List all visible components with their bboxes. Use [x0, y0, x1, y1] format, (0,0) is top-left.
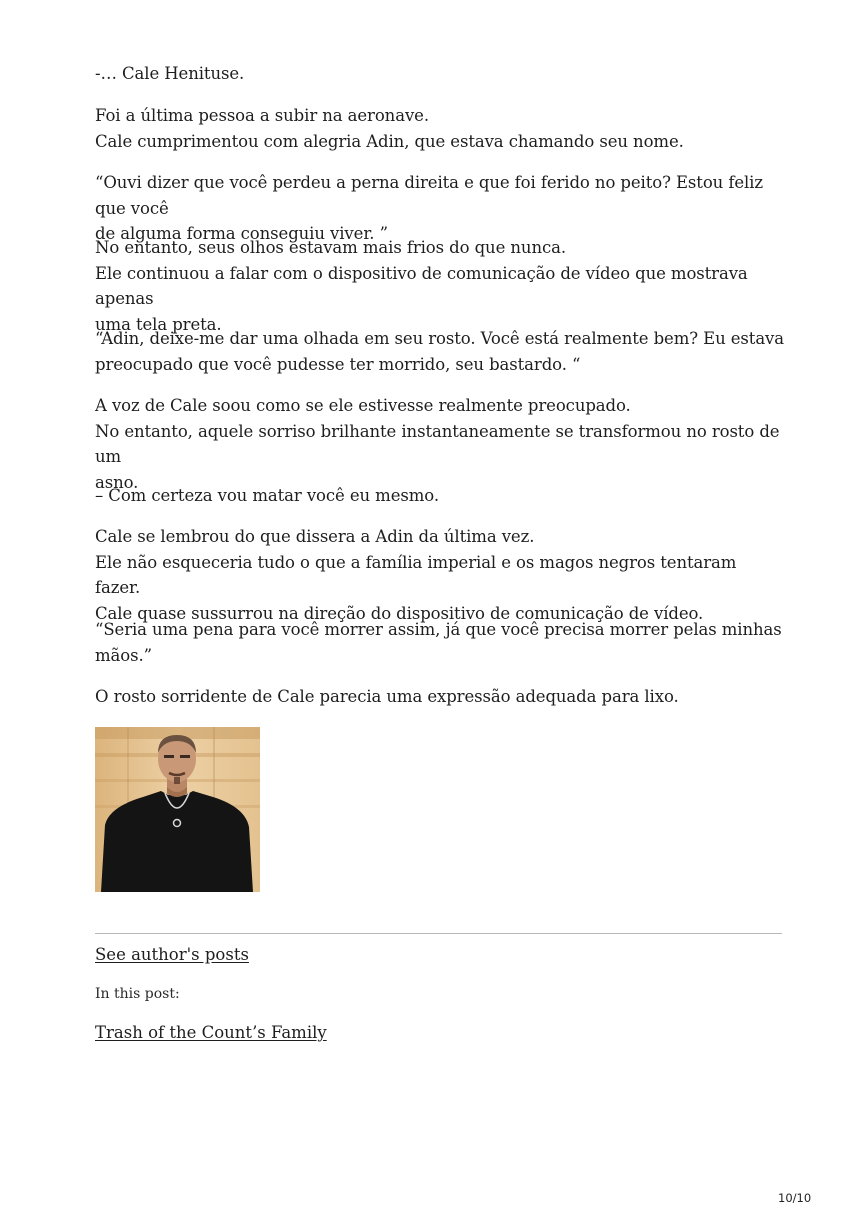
- paragraph: [95, 393, 785, 495]
- author-photo-image: [95, 727, 260, 892]
- author-avatar: [95, 727, 260, 892]
- text-line: Cale cumprimentou com alegria Adin, que estava chamando seu nome.: [95, 131, 684, 151]
- paragraph: [95, 61, 244, 87]
- post-tag-link[interactable]: Trash of the Count’s Family: [95, 1023, 327, 1042]
- text-line: No entanto, aquele sorriso brilhante instantaneamente se transformou no rosto de um: [95, 421, 780, 466]
- text-line: No entanto, seus olhos estavam mais frios do que nunca.: [95, 238, 566, 257]
- paragraph: [95, 684, 679, 710]
- footer-divider: [95, 933, 782, 934]
- page-number: 10/10: [778, 1191, 812, 1205]
- paragraph: [95, 483, 439, 509]
- text-line: -… Cale Henituse.: [95, 64, 245, 83]
- paragraph: [95, 326, 784, 377]
- text-line: Ele continuou a falar com o dispositivo de comunicação de vídeo que mostrava apenas: [95, 263, 748, 308]
- text-line: A voz de Cale soou como se ele estivesse realmente preocupado.: [95, 396, 631, 415]
- text-line: “Ouvi dizer que você perdeu a perna direita e que foi ferido no peito? Estou feliz que você: [95, 173, 763, 218]
- text-line: “Adin, deixe-me dar uma olhada em seu rosto. Você está realmente bem? Eu estava: [95, 329, 785, 348]
- text-line: Foi a última pessoa a subir na aeronave.: [95, 106, 429, 125]
- text-line: de alguma forma conseguiu viver. ”: [95, 224, 388, 243]
- paragraph: [95, 524, 785, 626]
- paragraph: [95, 103, 684, 154]
- in-this-post-label: In this post:: [95, 986, 180, 1002]
- text-line: preocupado que você pudesse ter morrido, seu bastardo. “: [95, 354, 581, 374]
- text-line: Ele não esqueceria tudo o que a família imperial e os magos negros tentaram fazer.: [95, 552, 737, 597]
- see-author-posts-link[interactable]: See author's posts: [95, 945, 249, 964]
- text-line: Cale quase sussurrou na direção do dispositivo de comunicação de vídeo.: [95, 603, 704, 623]
- paragraph: [95, 617, 782, 668]
- text-line: mãos.”: [95, 645, 152, 665]
- text-line: Cale se lembrou do que dissera a Adin da última vez.: [95, 527, 535, 546]
- text-line: – Com certeza vou matar você eu mesmo.: [95, 486, 439, 505]
- text-line: “Seria uma pena para você morrer assim, já que você precisa morrer pelas minhas: [95, 620, 782, 639]
- text-line: asno.: [95, 472, 139, 492]
- text-line: uma tela preta.: [95, 314, 222, 334]
- text-line: O rosto sorridente de Cale parecia uma expressão adequada para lixo.: [95, 687, 679, 706]
- paragraph: [95, 235, 785, 337]
